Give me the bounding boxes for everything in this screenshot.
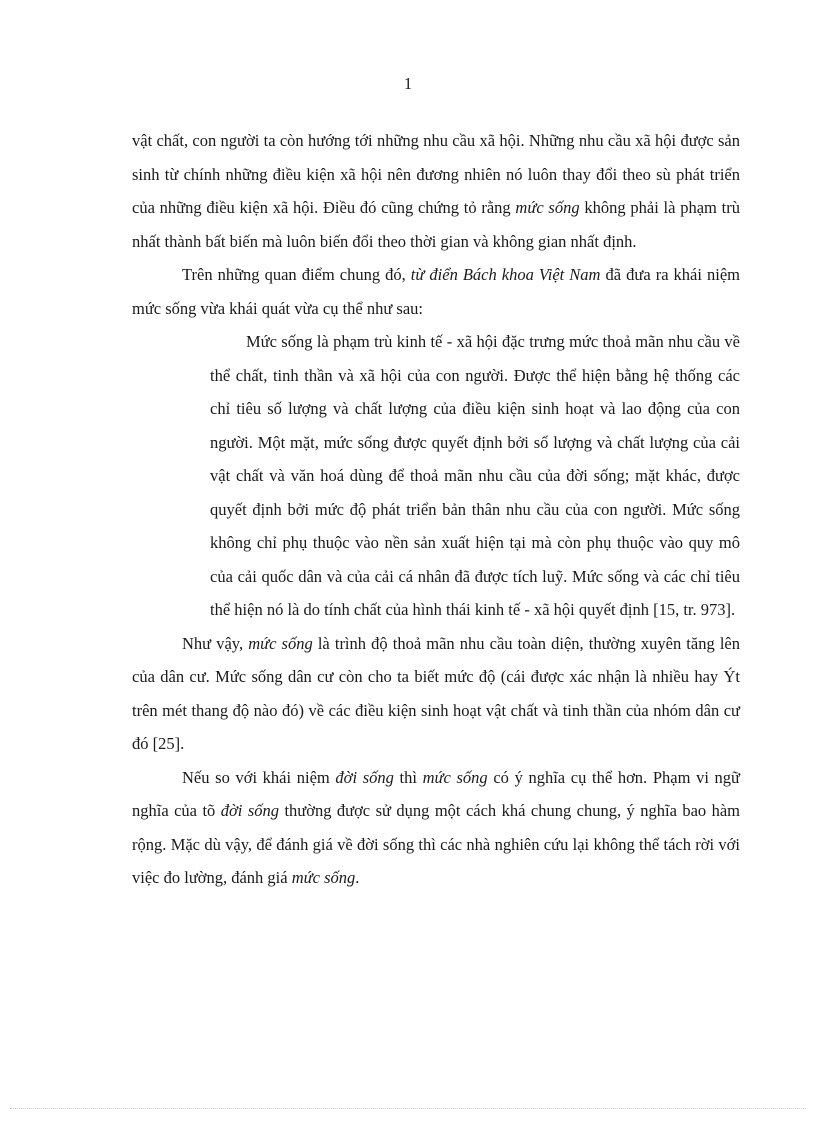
body-text: thường được sử dụng một cách khá chung chung, ý nghĩa bao hàm rộng. Mặc dù vậy, để đánh giá về đời sống thì các nhà nghiên cứu lại không thể tách rời với việc đo lường, đánh giá [132, 801, 741, 887]
body-text: là trình độ thoả mãn nhu cầu toàn diện, thường xuyên tăng lên của dân cư. Mức sống dân cư còn cho ta biết mức độ (cái được xác nhận là nhiều hay Ýt trên mét thang độ nào đó) về các điều kiện sinh hoạt vật chất và tinh thần của nhóm dân cư đó [25]. [132, 633, 740, 753]
emphasis-text: mức sống [291, 868, 356, 887]
paragraph-4 [132, 761, 740, 895]
body-text: có ý nghĩa cụ thể hơn. Phạm vi ngữ nghĩa của tõ [132, 767, 741, 820]
emphasis-text: mức sống [515, 198, 580, 217]
emphasis-text: đời sống [335, 767, 394, 787]
emphasis-text: mức sống [422, 767, 488, 787]
body-text: Trên những quan điểm chung đó, [182, 265, 411, 284]
body-text: thì [393, 767, 423, 787]
body-text: Như vậy, [182, 633, 249, 653]
body-text: đã đưa ra khái niệm mức sống vừa khái quát vừa cụ thể như sau: [132, 265, 741, 318]
emphasis-text: mức sống [248, 633, 313, 653]
block-quote [210, 325, 740, 627]
footer-divider [10, 1108, 806, 1109]
paragraph-1 [132, 124, 740, 258]
emphasis-text: đời sống [220, 801, 279, 820]
body-text: vật chất, con người ta còn hướng tới những nhu cầu xã hội. Những nhu cầu xã hội được sản sinh từ chính những điều kiện xã hội nên đương nhiên nó luôn thay đổi theo sù phát triển của những điều kiện xã hội. Điều đó cũng chứng tỏ rằng [132, 131, 740, 217]
body-text: Nếu so với khái niệm [182, 767, 336, 787]
body-text: Mức sống là phạm trù kinh tế - xã hội đặc trưng mức thoả mãn nhu cầu về thể chất, tinh thần và xã hội của con người. Được thể hiện bằng hệ thống các chỉ tiêu số lượng và chất lượng của điều kiện sinh hoạt và lao động của con người. Một mặt, mức sống được quyết định bởi số lượng và chất lượng của cải vật chất và văn hoá dùng để thoả mãn nhu cầu của đời sống; mặt khác, được quyết định bởi mức độ phát triển bản thân nhu cầu của con người. Mức sống không chỉ phụ thuộc vào nền sản xuất hiện tại mà còn phụ thuộc vào quy mô của cải quốc dân và của cải cá nhân đã được tích luỹ. Mức sống và các chỉ tiêu thể hiện nó là do tính chất của hình thái kinh tế - xã hội quyết định [15, tr. 973]. [210, 332, 740, 619]
page-number: 1 [403, 74, 413, 93]
document-body [132, 124, 740, 895]
body-text: . [355, 868, 360, 887]
body-text: không phải là phạm trù nhất thành bất biến mà luôn biến đổi theo thời gian và không gian nhất định. [132, 198, 740, 251]
emphasis-text: từ điển Bách khoa Việt Nam [410, 265, 601, 284]
paragraph-2 [132, 258, 740, 325]
paragraph-3 [132, 627, 740, 761]
